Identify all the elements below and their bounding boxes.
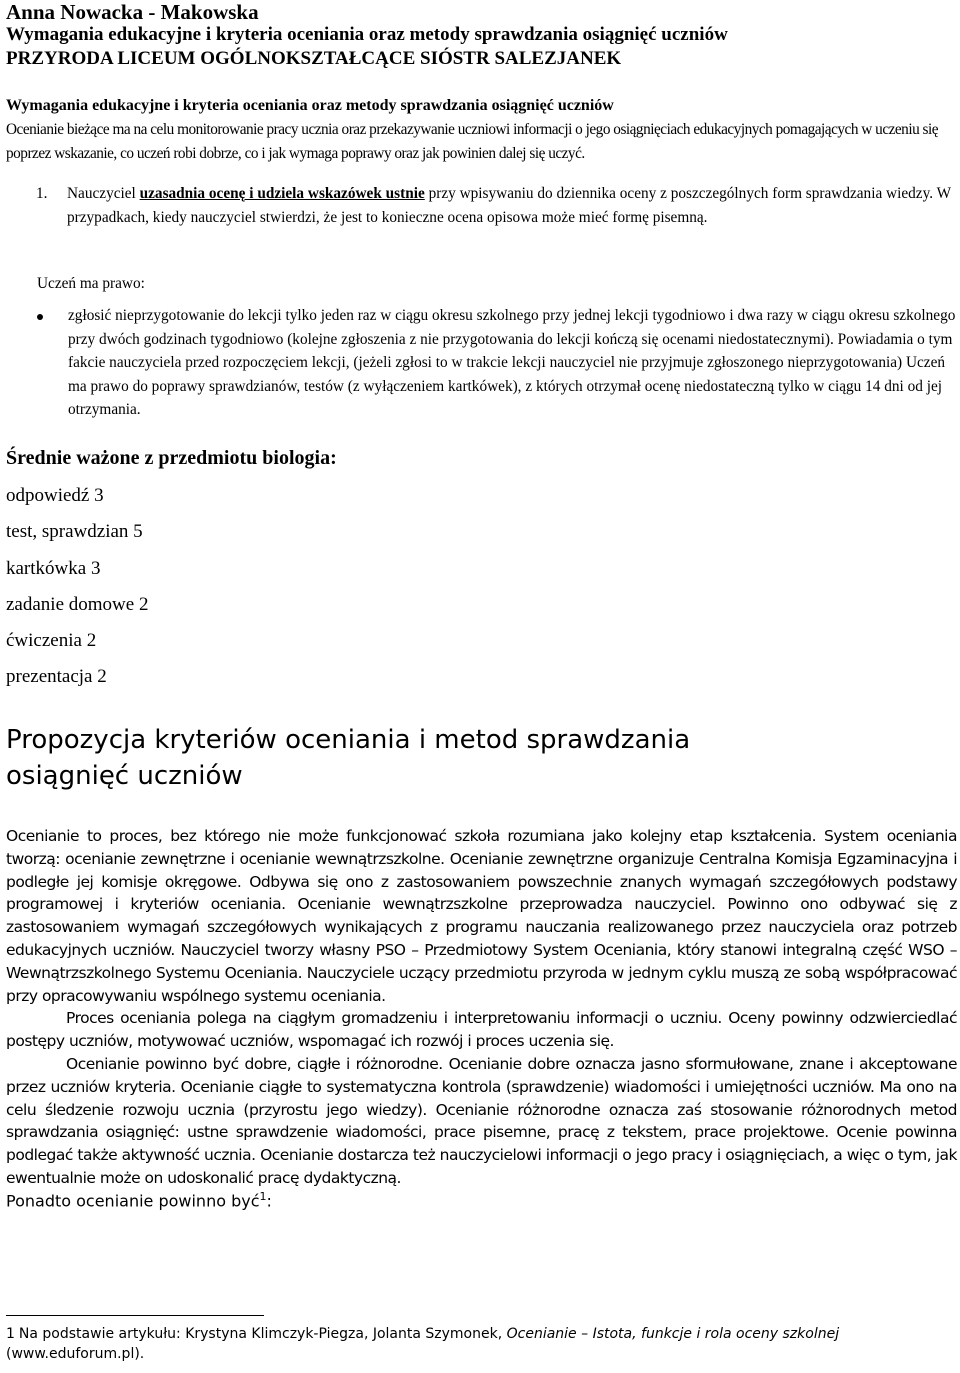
bullet-text: zgłosić nieprzygotowanie do lekcji tylko jeden raz w ciągu okresu szkolnego przy jednej lekcji tygodniowo i dwa razy w ciągu okresu szkolnego przy dwóch godzinach tygodniowo (kolejne zgłoszenia z nie przygotowania do lekcji kończą się ocenami niedostatecznymi). Powiadamia o tym fakcie nauczyciela przed rozpoczęciem lekcji, (jeżeli zgłosi to w trakcie lekcji nauczyciel nie przyjmuje zgłoszonego nieprzygotowania) Uczeń ma prawo do poprawy sprawdzianów, testów (z wyłączeniem kartkówek), z których otrzymał ocenę niedostateczną tylko w ciągu 14 dni od jej otrzymania.	[68, 307, 956, 418]
item-number: 1.	[36, 185, 48, 202]
paragraph: Ocenianie powinno być dobre, ciągłe i różnorodne. Ocenianie dobre oznacza jasno sformułowane, znane i akceptowane przez uczniów kryteria. Ocenianie ciągłe to systematyczna kontrola (sprawdzenie) wiadomości i umiejętności uczniów. Ma ono na celu śledzenie rozwoju ucznia (przyrostu jego wiedzy). Ocenianie różnorodne oznacza zaś stosowanie różnorodnych metod sprawdzania osiągnięć: ustne sprawdzenie wiadomości, prace pisemne, pracę z tekstem, prace projektowe. Ocenie powinna podlegać także aktywność ucznia. Ocenianie dostarcza też nauczycielowi informacji o jego pracy i osiągnięciach, a więc o tym, jak ewentualnie może on udoskonalić pracę dydaktyczną.	[6, 1054, 957, 1187]
item-text: Nauczyciel uzasadnia ocenę i udziela wskazówek ustnie przy wpisywaniu do dziennika oceny z poszczególnych form sprawdzania wiedzy. W przypadkach, kiedy nauczyciel stwierdzi, że jest to konieczne ocena opisowa może mieć formę pisemną.	[67, 185, 951, 226]
footnote-title: Ocenianie – Istota, funkcje i rola oceny szkolnej	[506, 1326, 840, 1342]
intro-paragraph: Ocenianie bieżące ma na celu monitorowanie pracy ucznia oraz przekazywanie uczniowi informacji o jego osiągnięciach edukacyjnych pomagających w uczeniu się poprzez wskazanie, co uczeń robi dobrze, co i jak wymaga poprawy oraz jak powinien dalej się uczyć.	[6, 121, 939, 162]
proposal-body	[6, 825, 957, 1190]
footnote-mark: 1	[6, 1326, 15, 1342]
rights-bullet	[37, 304, 957, 422]
author-name: Anna Nowacka - Makowska	[6, 0, 259, 24]
numbered-item	[36, 182, 956, 229]
list-item: odpowiedź 3	[6, 485, 104, 506]
paragraph: Ocenianie to proces, bez którego nie może funkcjonować szkoła rozumiana jako kolejny etap kształcenia. System oceniania tworzą: ocenianie zewnętrzne i ocenianie wewnątrzszkolne. Ocenianie zewnętrzne organizuje Centralna Komisja Egzaminacyjna i podległe jej komisje okręgowe. Odbywa się ono z zastosowaniem powszechnie znanych wymagań szczegółowych podstawy programowej i kryteriów oceniania. Ocenianie wewnątrzszkolne przeprowadza nauczyciel. Powinno ono odbywać się z zastosowaniem wymagań szczegółowych wynikających z programu nauczania realizowanego przez nauczyciela oraz potrzeb edukacyjnych uczniów. Nauczyciel tworzy własny PSO – Przedmiotowy System Oceniania, który stanowi integralną część WSO – Wewnątrzszkolnego Systemu Oceniania. Nauczyciele uczący przedmiotu przyroda w jednym cyklu muszą ze sobą współpracować przy opracowywaniu wspólnego systemu oceniania.	[6, 827, 958, 1005]
footnote-divider	[6, 1315, 264, 1316]
averages-title: Średnie ważone z przedmiotu biologia:	[6, 447, 337, 469]
closing-line: Ponadto ocenianie powinno być$^1$:	[6, 1190, 272, 1211]
bullet-icon	[37, 314, 43, 320]
paragraph: Proces oceniania polega na ciągłym gromadzeniu i interpretowaniu informacji o uczniu. Oceny powinny odzwierciedlać postępy uczniów, motywować uczniów, wspomagać ich rozwój i proces uczenia się.	[6, 1009, 957, 1051]
averages-list	[6, 478, 148, 696]
list-item: zadanie domowe 2	[6, 593, 149, 615]
school-subtitle: PRZYRODA LICEUM OGÓLNOKSZTAŁCĄCE SIÓSTR SALEZJANEK	[6, 48, 622, 69]
proposal-title: Propozycja kryteriów oceniania i metod sprawdzania osiągnięć uczniów	[6, 725, 691, 791]
list-item: kartkówka 3	[6, 557, 101, 579]
list-item: ćwiczenia 2	[6, 630, 97, 652]
footnote: 1 Na podstawie artykułu: Krystyna Klimczyk-Piegza, Jolanta Szymonek, Ocenianie – Istota, funkcje i rola oceny szkolnej (www.eduforum.pl).	[6, 1326, 840, 1362]
document-title: Wymagania edukacyjne i kryteria oceniania oraz metody sprawdzania osiągnięć uczniów	[6, 24, 728, 45]
section-title: Wymagania edukacyjne i kryteria oceniania oraz metody sprawdzania osiągnięć uczniów	[6, 97, 614, 114]
rights-heading: Uczeń ma prawo:	[37, 275, 145, 292]
list-item: prezentacja 2	[6, 666, 107, 688]
underlined-phrase: uzasadnia ocenę i udziela wskazówek ustnie	[139, 185, 425, 202]
footnote-ref[interactable]: 1	[259, 1190, 267, 1203]
list-item: test, sprawdzian 5	[6, 521, 143, 543]
